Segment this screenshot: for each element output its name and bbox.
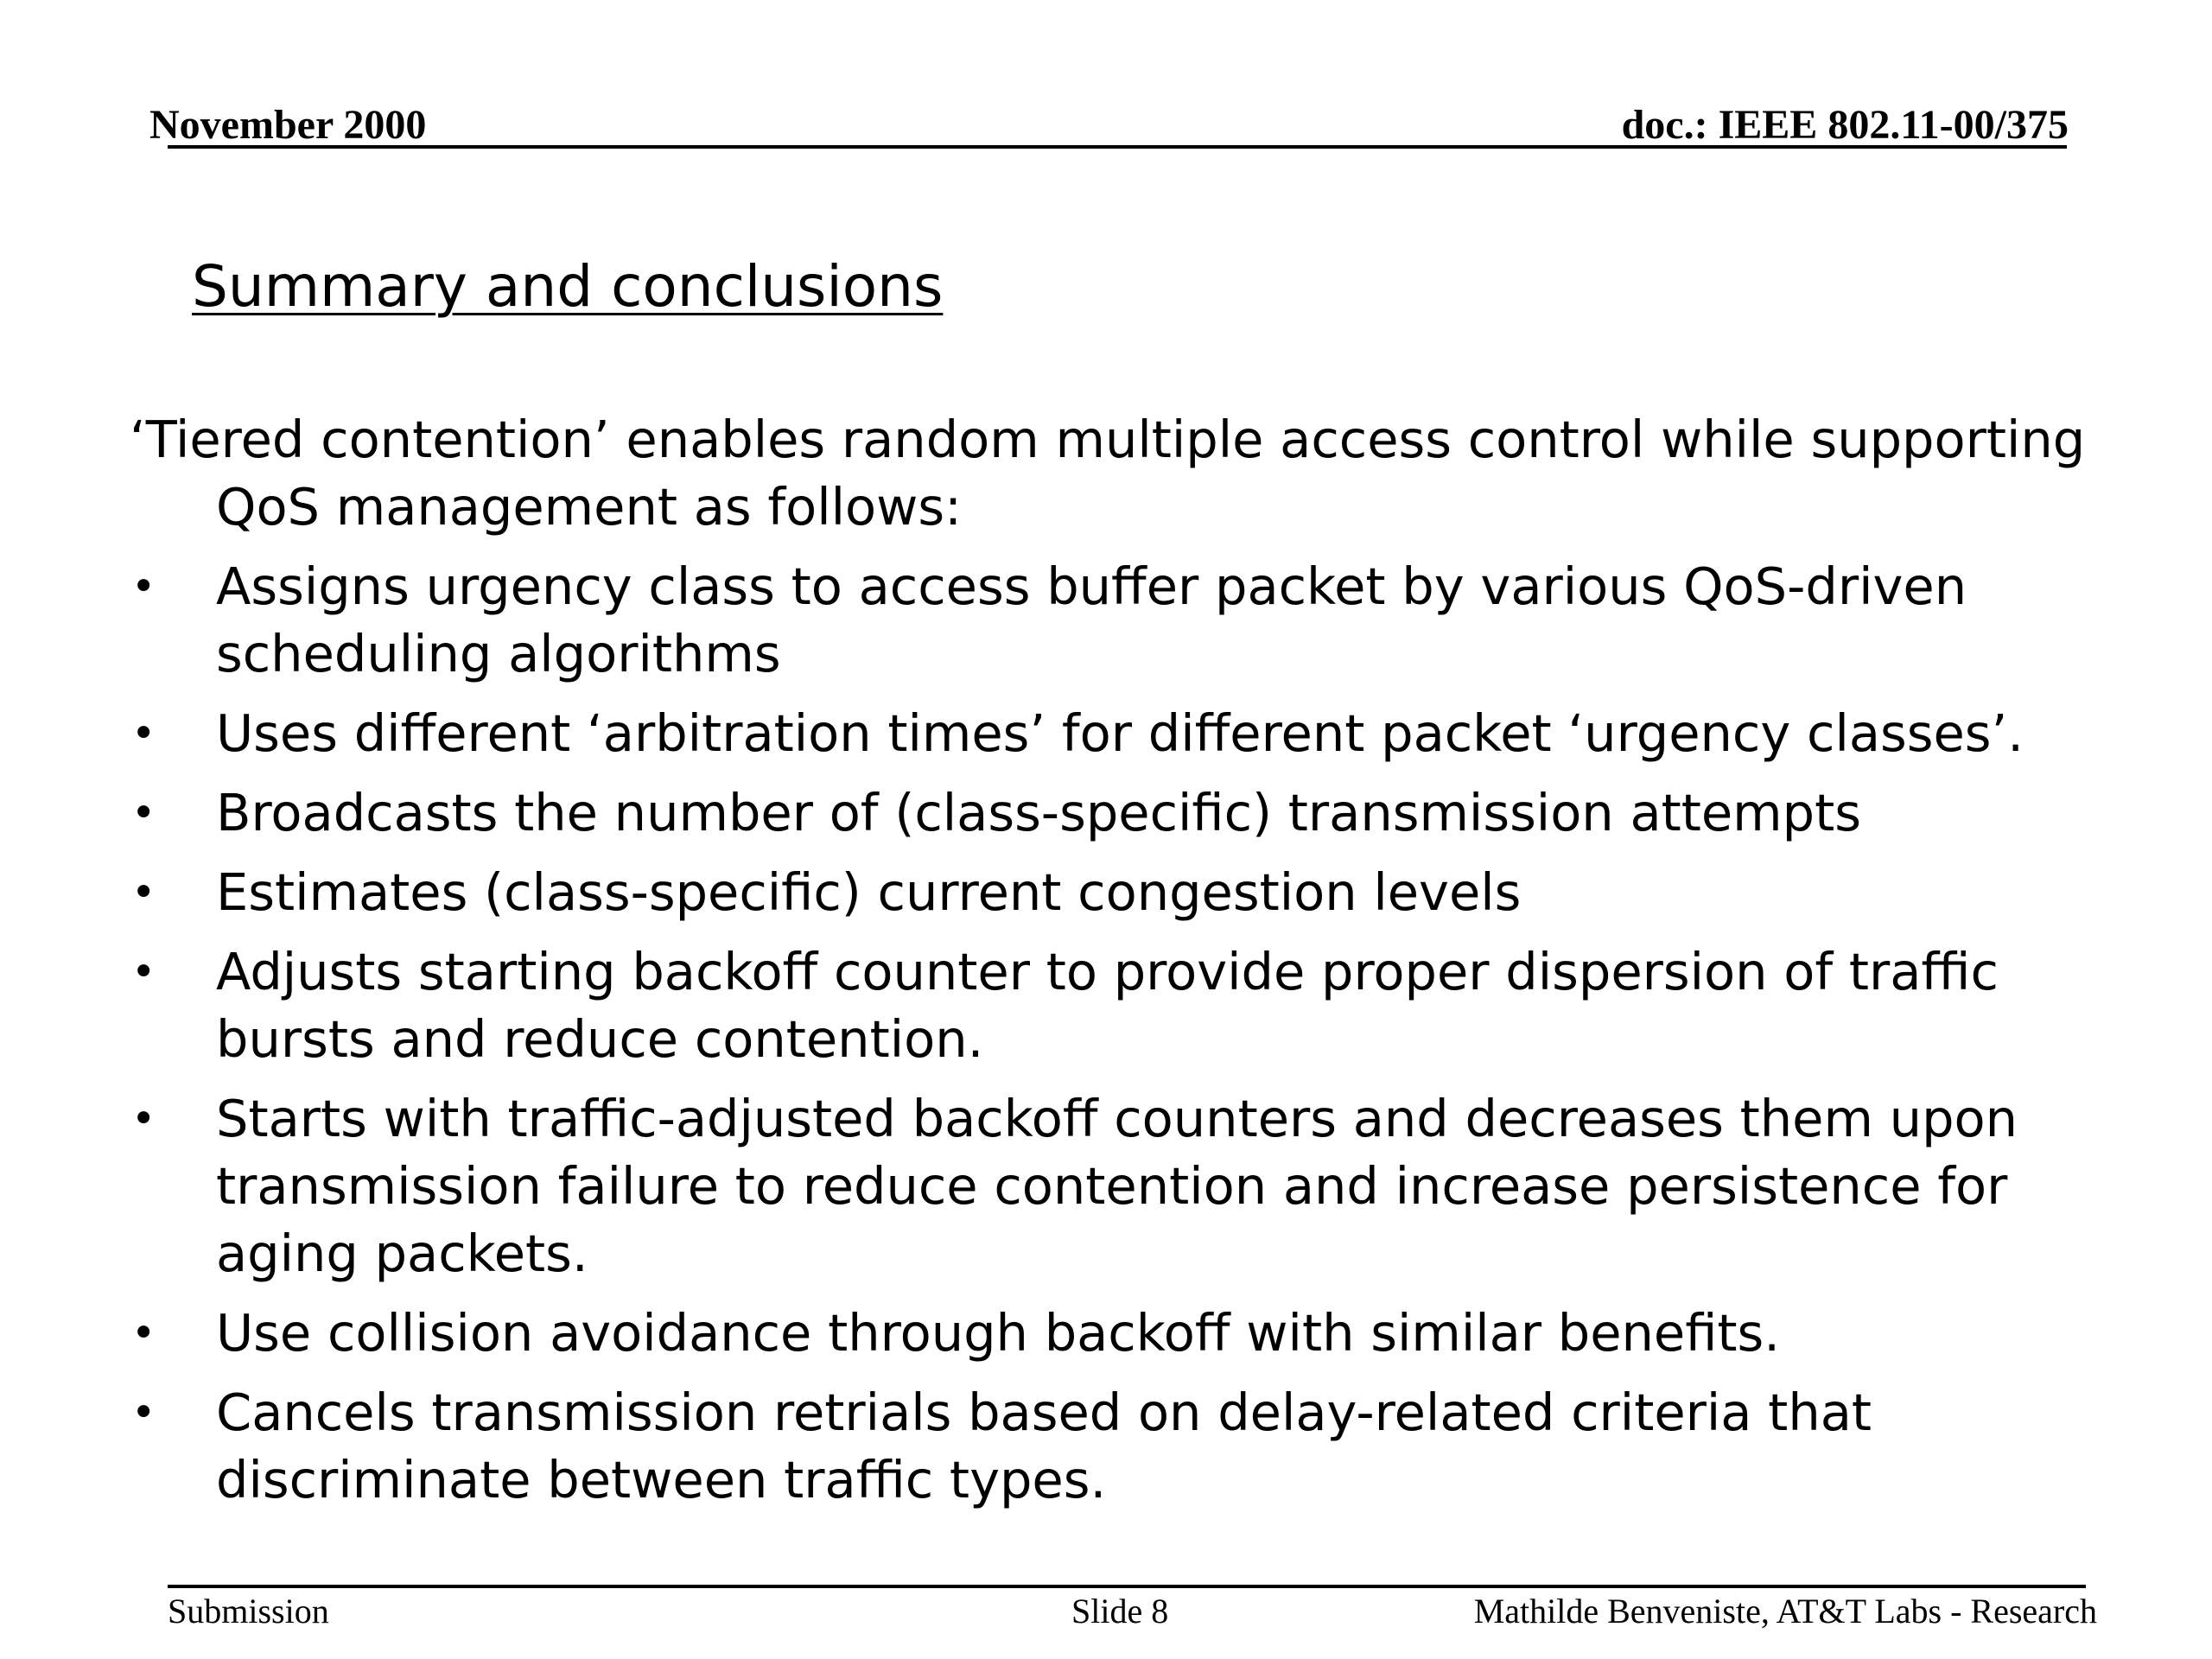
footer-slide-number: Slide 8 bbox=[1071, 1592, 1169, 1630]
slide-body bbox=[130, 406, 2117, 1526]
intro-paragraph: ‘Tiered contention’ enables random multiple access control while supporting QoS management as follows: bbox=[130, 410, 2086, 537]
bullet-item bbox=[130, 938, 2117, 1073]
bullet-text: Cancels transmission retrials based on delay-related criteria that discriminate between traffic types. bbox=[216, 1382, 1872, 1510]
bullet-item bbox=[130, 779, 2117, 847]
bullet-item bbox=[130, 859, 2117, 926]
bullet-text: Use collision avoidance through backoff with similar benefits. bbox=[216, 1303, 1781, 1363]
bullet-item bbox=[130, 1085, 2117, 1287]
bullet-dot-icon: • bbox=[131, 563, 156, 611]
bullet-item bbox=[130, 1379, 2117, 1514]
bullet-text: Starts with traffic-adjusted backoff counters and decreases them upon transmission failure to reduce contention and increase persistence for aging packets. bbox=[216, 1089, 2018, 1283]
header-doc-id: doc.: IEEE 802.11-00/375 bbox=[1621, 102, 2069, 148]
bullet-text: Assigns urgency class to access buffer packet by various QoS-driven scheduling algorithms bbox=[216, 556, 1967, 683]
header-date: November 2000 bbox=[149, 102, 427, 148]
bullet-text: Estimates (class-specific) current congestion levels bbox=[216, 862, 1522, 922]
bullet-item bbox=[130, 1300, 2117, 1367]
footer-author: Mathilde Benveniste, AT&T Labs - Research bbox=[1473, 1592, 2097, 1630]
bullet-dot-icon: • bbox=[131, 709, 156, 758]
bullet-dot-icon: • bbox=[131, 1095, 156, 1143]
bullet-dot-icon: • bbox=[131, 1389, 156, 1437]
footer-rule bbox=[168, 1585, 2086, 1588]
header-rule bbox=[168, 145, 2067, 149]
bullet-dot-icon: • bbox=[131, 789, 156, 837]
bullet-dot-icon: • bbox=[131, 868, 156, 917]
slide-title: Summary and conclusions bbox=[192, 253, 944, 320]
bullet-text: Adjusts starting backoff counter to provide proper dispersion of traffic bursts and reduce contention. bbox=[216, 942, 1999, 1069]
bullet-dot-icon: • bbox=[131, 948, 156, 996]
bullet-item bbox=[130, 700, 2117, 767]
bullet-text: Broadcasts the number of (class-specific) transmission attempts bbox=[216, 783, 1861, 842]
bullet-item bbox=[130, 553, 2117, 688]
bullet-text: Uses different ‘arbitration times’ for different packet ‘urgency classes’. bbox=[216, 703, 2024, 763]
footer-submission: Submission bbox=[168, 1592, 329, 1630]
bullet-list bbox=[130, 553, 2117, 1514]
bullet-dot-icon: • bbox=[131, 1309, 156, 1357]
